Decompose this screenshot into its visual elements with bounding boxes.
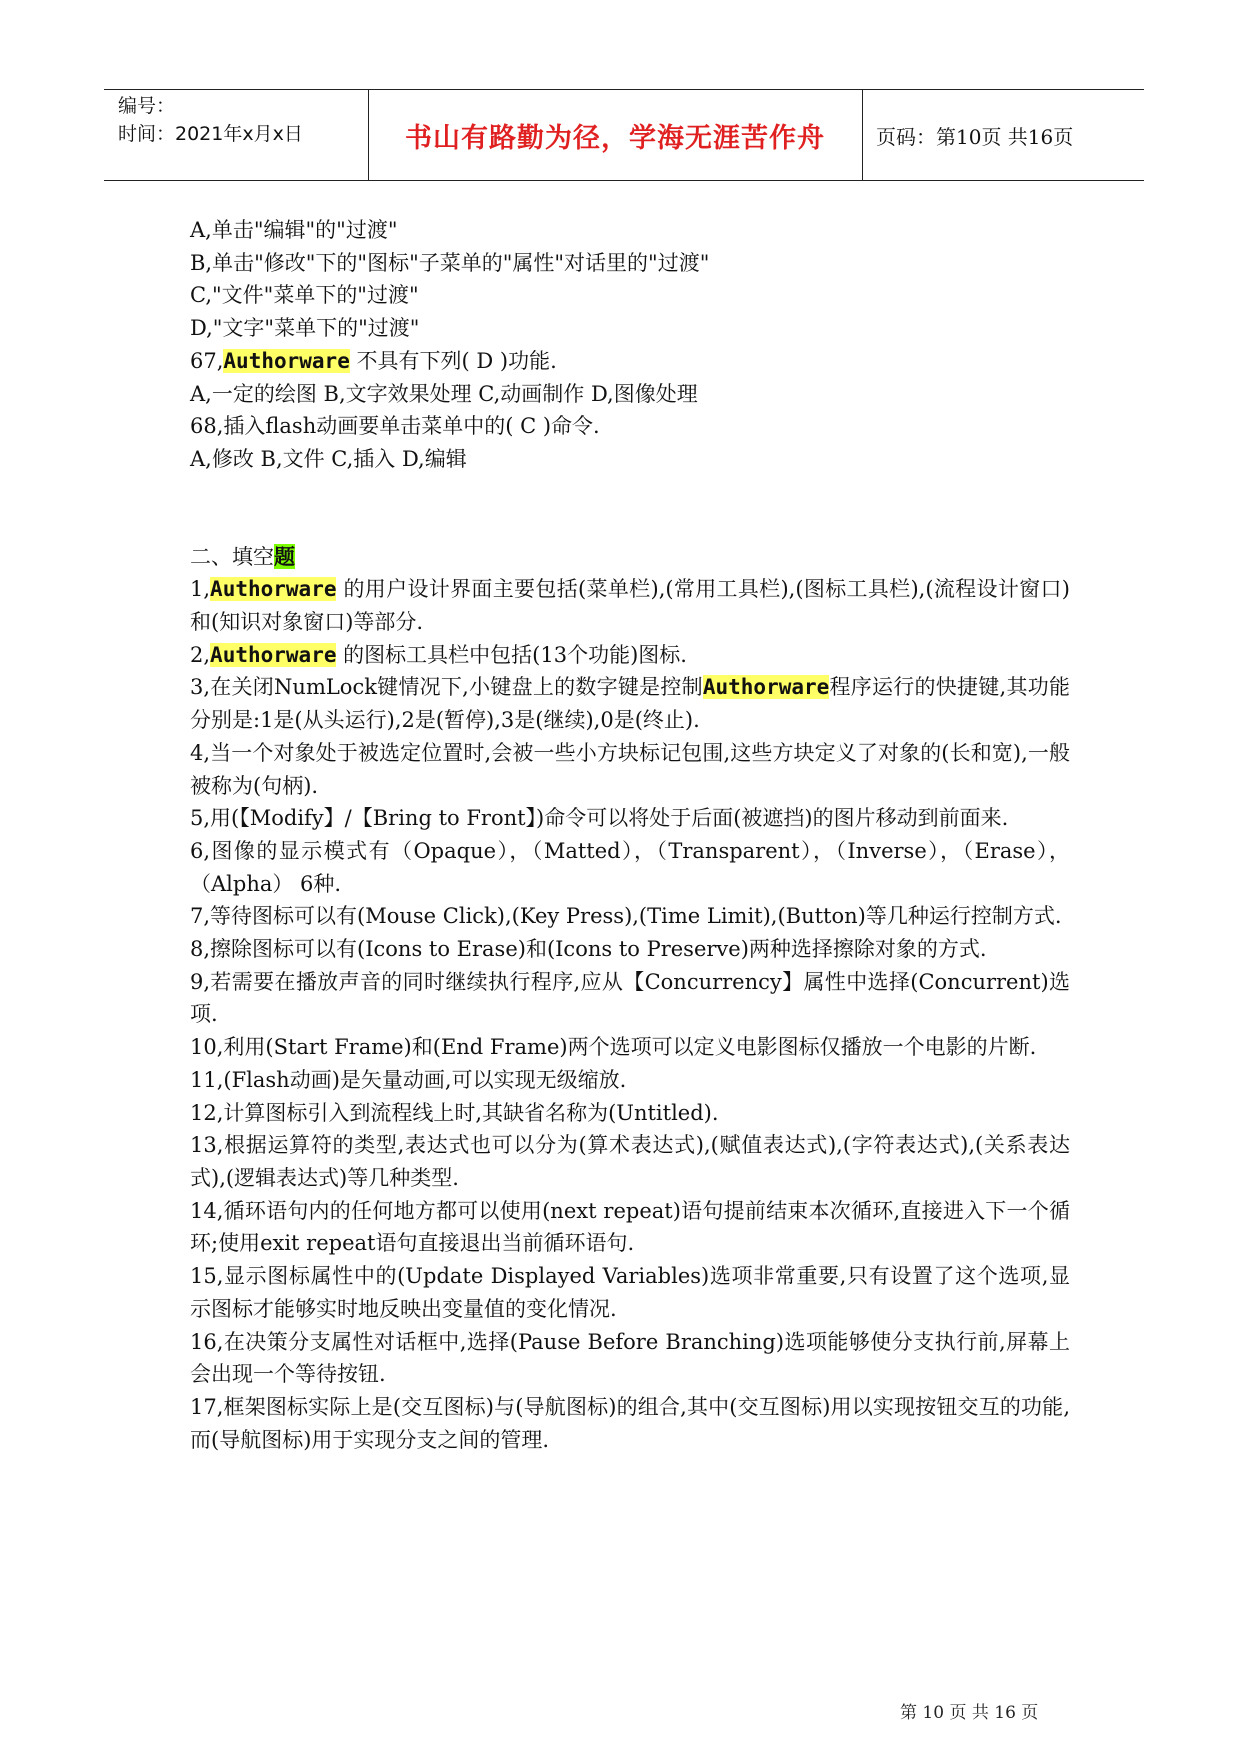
header-time-label: 时间：2021年x月x日 [118,123,303,145]
question-68: 68,插入flash动画要单击菜单中的( C )命令. [190,414,600,439]
fill-17: 17,框架图标实际上是(交互图标)与(导航图标)的组合,其中(交互图标)用以实现按钮交互的功能,而(导航图标)用于实现分支之间的管理. [190,1394,1070,1452]
highlight-authorware: Authorware [210,642,337,667]
fill-6: 6,图像的显示模式有（Opaque），（Matted），（Transparent），（Inverse），（Erase），（Alpha） 6种. [190,838,1070,896]
header-left-cell [118,92,303,148]
fill-2-number: 2, [190,642,211,667]
option-d: D,"文字"菜单下的"过渡" [190,316,420,341]
section-title-text: 二、填空 [190,544,274,569]
fill-1-number: 1, [190,577,211,602]
option-b: B,单击"修改"下的"图标"子菜单的"属性"对话里的"过渡" [190,250,710,275]
footer-page-number: 第 10 页 共 16 页 [900,1703,1039,1723]
option-a: A,单击"编辑"的"过渡" [190,218,398,242]
fill-2 [190,639,1070,672]
fill-2-text: 的图标工具栏中包括(13个功能)图标. [343,642,687,667]
header-page-label: 页码：第10页 共16页 [876,124,1074,149]
fill-15: 15,显示图标属性中的(Update Displayed Variables)选项非常重要,只有设置了这个选项,显示图标才能够实时地反映出变量值的变化情况. [190,1264,1070,1321]
fill-9: 9,若需要在播放声音的同时继续执行程序,应从【Concurrency】属性中选择(Concurrent)选项. [190,969,1070,1027]
document-body [190,214,1070,1456]
question-67-number: 67, [190,348,224,373]
header-number-label: 编号： [118,95,176,117]
fill-12: 12,计算图标引入到流程线上时,其缺省名称为(Untitled). [190,1100,719,1125]
fill-11: 11,(Flash动画)是矢量动画,可以实现无级缩放. [190,1067,627,1092]
fill-1-text: 的用户设计界面主要包括(菜单栏),(常用工具栏),(图标工具栏),(流程设计窗口)和(知识对象窗口)等部分. [190,577,1070,635]
fill-3 [190,671,1070,736]
question-67 [190,345,1070,378]
section-title-highlight: 题 [274,543,295,569]
fill-7: 7,等待图标可以有(Mouse Click),(Key Press),(Time Limit),(Button)等几种运行控制方式. [190,904,1062,929]
highlight-authorware: Authorware [210,577,337,602]
question-67-options: A,一定的绘图 B,文字效果处理 C,动画制作 D,图像处理 [190,381,698,406]
section-gap [190,476,1070,541]
section-title [190,541,1070,574]
fill-4: 4,当一个对象处于被选定位置时,会被一些小方块标记包围,这些方块定义了对象的(长和宽),一般被称为(句柄). [190,740,1070,798]
option-c: C,"文件"菜单下的"过渡" [190,283,419,308]
fill-3-text-a: 3,在关闭NumLock键情况下,小键盘上的数字键是控制 [190,675,703,700]
fill-14: 14,循环语句内的任何地方都可以使用(next repeat)语句提前结束本次循环,直接进入下一个循环;使用exit repeat语句直接退出当前循环语句. [190,1198,1070,1256]
highlight-authorware: Authorware [702,675,830,700]
fill-13: 13,根据运算符的类型,表达式也可以分为(算术表达式),(赋值表达式),(字符表达式),(关系表达式),(逻辑表达式)等几种类型. [190,1133,1070,1190]
fill-8: 8,擦除图标可以有(Icons to Erase)和(Icons to Preserve)两种选择擦除对象的方式. [190,937,987,962]
fill-10: 10,利用(Start Frame)和(End Frame)两个选项可以定义电影图标仅播放一个电影的片断. [190,1035,1037,1060]
fill-3-text-b: 程序运行的快捷键,其功能分别是:1是(从头运行),2是(暂停),3是(继续),0是(终止). [190,675,1070,733]
fill-5: 5,用(【Modify】/【Bring to Front】)命令可以将处于后面(被遮挡)的图片移动到前面来. [190,806,1009,831]
question-68-options: A,修改 B,文件 C,插入 D,编辑 [190,446,467,471]
fill-1 [190,573,1070,638]
header-divider-right [862,89,863,181]
question-67-text: 不具有下列( D )功能. [356,348,557,373]
highlight-authorware: Authorware [223,348,350,373]
fill-16: 16,在决策分支属性对话框中,选择(Pause Before Branching)选项能够使分支执行前,屏幕上会出现一个等待按钮. [190,1329,1070,1387]
header-motto: 书山有路勤为径，学海无涯苦作舟 [405,122,825,154]
